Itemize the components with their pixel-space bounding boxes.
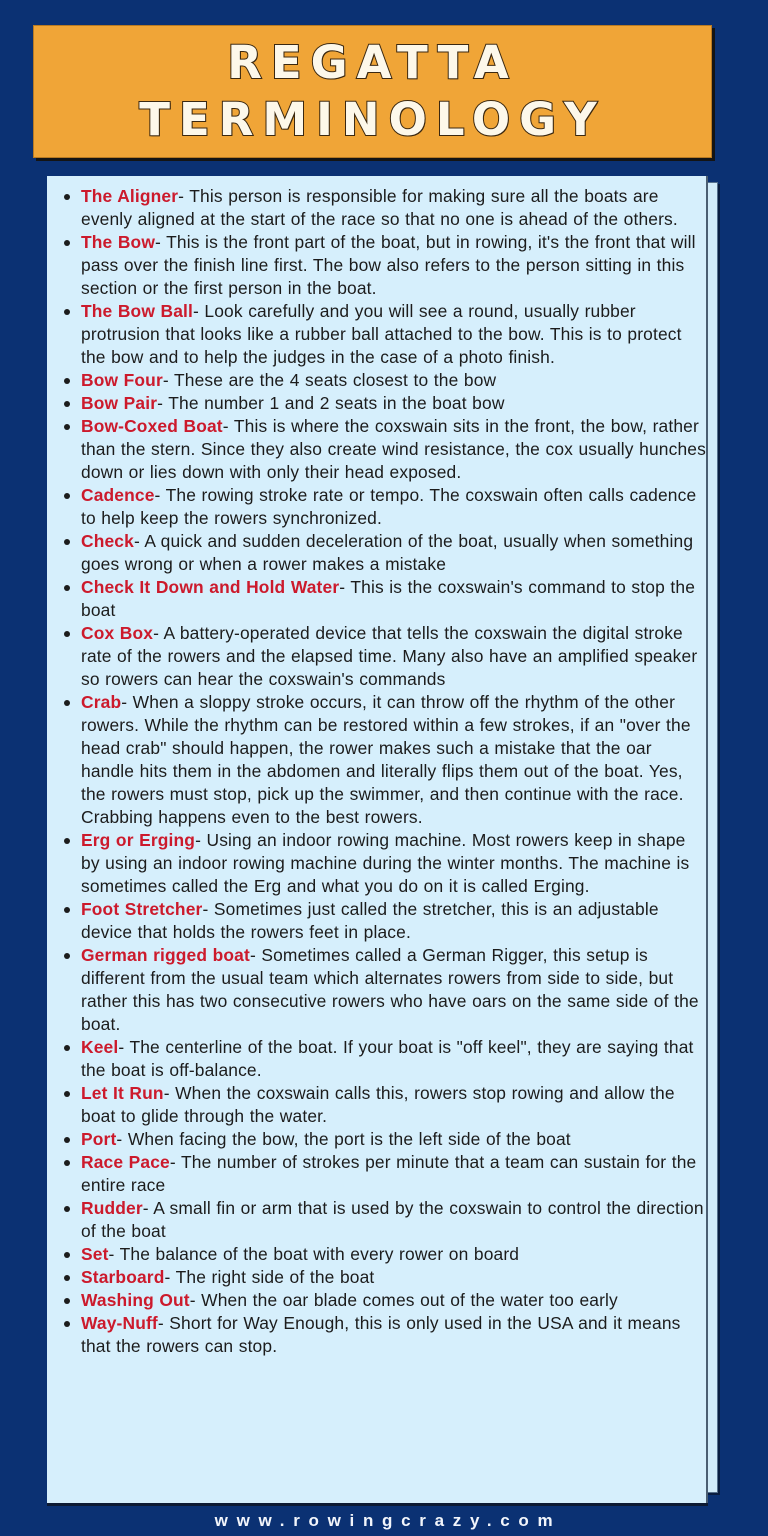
term-name: Set (81, 1244, 109, 1264)
bullet-icon (64, 585, 70, 591)
term-definition: - The balance of the boat with every rower on board (108, 1244, 520, 1264)
term-item-way-nuff (81, 1312, 707, 1358)
bullet-icon (64, 1252, 70, 1258)
title-banner (33, 25, 712, 158)
term-definition: - Short for Way Enough, this is only used in the USA and it means that the rowers can stop. (81, 1313, 681, 1356)
term-definition: - This is the coxswain's command to stop the boat (81, 577, 696, 620)
bullet-icon (64, 1298, 70, 1304)
term-definition: - Look carefully and you will see a round, usually rubber protrusion that looks like a rubber ball attached to the bow. This is to protect the bow and to help the judges in the case of a photo finish. (81, 301, 682, 367)
term-definition: - This person is responsible for making sure all the boats are evenly aligned at the start of the race so that no one is ahead of the others. (81, 186, 678, 229)
term-item-crab (81, 691, 707, 829)
term-name: Washing Out (81, 1290, 190, 1310)
term-name: Bow Pair (81, 393, 158, 413)
term-item-the-aligner (81, 185, 707, 231)
term-item-the-bow-ball (81, 300, 707, 369)
term-definition: - A battery-operated device that tells the coxswain the digital stroke rate of the rowers and the elapsed time. Many also have an amplified speaker so rowers can hear the coxswain's commands (81, 623, 698, 689)
term-item-the-bow (81, 231, 707, 300)
term-name: Cadence (81, 485, 155, 505)
bullet-icon (64, 1137, 70, 1143)
term-name: The Bow Ball (81, 301, 193, 321)
term-name: Rudder (81, 1198, 143, 1218)
term-name: Race Pace (81, 1152, 170, 1172)
term-definition: - Sometimes just called the stretcher, this is an adjustable device that holds the rowers feet in place. (81, 899, 659, 942)
term-item-starboard (81, 1266, 707, 1289)
term-name: Check (81, 531, 134, 551)
term-item-foot-stretcher (81, 898, 707, 944)
bullet-icon (64, 700, 70, 706)
term-item-washing-out (81, 1289, 707, 1312)
term-definition: - When facing the bow, the port is the left side of the boat (116, 1129, 571, 1149)
page-title-line-1: REGATTA (227, 36, 518, 89)
term-definition: - The centerline of the boat. If your boat is "off keel", they are saying that the boat is off-balance. (81, 1037, 694, 1080)
term-name: Foot Stretcher (81, 899, 203, 919)
term-item-race-pace (81, 1151, 707, 1197)
term-item-cox-box (81, 622, 707, 691)
term-item-let-it-run (81, 1082, 707, 1128)
page-title-line-2: TERMINOLOGY (139, 93, 606, 146)
term-name: Crab (81, 692, 122, 712)
term-item-check-it-down (81, 576, 707, 622)
term-name: Bow Four (81, 370, 163, 390)
term-name: German rigged boat (81, 945, 250, 965)
bullet-icon (64, 907, 70, 913)
term-item-set (81, 1243, 707, 1266)
term-name: The Bow (81, 232, 156, 252)
bullet-icon (64, 953, 70, 959)
terms-panel (47, 176, 708, 1503)
term-item-german-rigged-boat (81, 944, 707, 1036)
bullet-icon (64, 424, 70, 430)
bullet-icon (64, 1045, 70, 1051)
bullet-icon (64, 240, 70, 246)
term-definition: - Sometimes called a German Rigger, this setup is different from the usual team which alternates rowers from side to side, but rather this has two consecutive rowers who have oars on the same side of the boat. (81, 945, 699, 1034)
term-name: Erg or Erging (81, 830, 196, 850)
bullet-icon (64, 493, 70, 499)
term-item-bow-pair (81, 392, 707, 415)
term-definition: - The number 1 and 2 seats in the boat bow (157, 393, 505, 413)
term-definition: - This is the front part of the boat, but in rowing, it's the front that will pass over the finish line first. The bow also refers to the person sitting in this section or the first person in the boat. (81, 232, 696, 298)
bullet-icon (64, 631, 70, 637)
term-name: Bow-Coxed Boat (81, 416, 223, 436)
term-definition: - The right side of the boat (164, 1267, 375, 1287)
term-item-bow-four (81, 369, 707, 392)
term-name: Starboard (81, 1267, 165, 1287)
bullet-icon (64, 1091, 70, 1097)
term-name: The Aligner (81, 186, 179, 206)
term-name: Cox Box (81, 623, 154, 643)
term-definition: - When the coxswain calls this, rowers stop rowing and allow the boat to glide through the water. (81, 1083, 675, 1126)
term-item-erg (81, 829, 707, 898)
bullet-icon (64, 1321, 70, 1327)
term-item-cadence (81, 484, 707, 530)
term-definition: - A quick and sudden deceleration of the boat, usually when something goes wrong or when a rower makes a mistake (81, 531, 694, 574)
term-definition: - These are the 4 seats closest to the bow (162, 370, 497, 390)
bullet-icon (64, 401, 70, 407)
term-name: Check It Down and Hold Water (81, 577, 340, 597)
term-item-check (81, 530, 707, 576)
term-definition: - The number of strokes per minute that a team can sustain for the entire race (81, 1152, 697, 1195)
term-definition: - Using an indoor rowing machine. Most rowers keep in shape by using an indoor rowing machine during the winter months. The machine is sometimes called the Erg and what you do on it is called Erging. (81, 830, 690, 896)
bullet-icon (64, 378, 70, 384)
term-definition: - When the oar blade comes out of the water too early (189, 1290, 618, 1310)
term-definition: - This is where the coxswain sits in the front, the bow, rather than the stern. Since they also create wind resistance, the cox usually hunches down or lies down with only their head exposed. (81, 416, 706, 482)
term-item-port (81, 1128, 707, 1151)
terms-list (81, 185, 707, 1358)
term-definition: - When a sloppy stroke occurs, it can throw off the rhythm of the other rowers. While the rhythm can be restored within a few strokes, if an "over the head crab" should happen, the rower makes such a mistake that the oar handle hits them in the abdomen and literally flips them out of the boat. Yes, the rowers must stop, pick up the swimmer, and then continue with the race. Crabbing happens even to the best rowers. (81, 692, 691, 827)
term-definition: - A small fin or arm that is used by the coxswain to control the direction of the boat (81, 1198, 704, 1241)
term-item-bow-coxed-boat (81, 415, 707, 484)
term-name: Keel (81, 1037, 119, 1057)
bullet-icon (64, 838, 70, 844)
website-footer: www.rowingcrazy.com (214, 1511, 562, 1530)
bullet-icon (64, 1160, 70, 1166)
bullet-icon (64, 1275, 70, 1281)
term-name: Let It Run (81, 1083, 164, 1103)
term-item-rudder (81, 1197, 707, 1243)
bullet-icon (64, 194, 70, 200)
term-definition: - The rowing stroke rate or tempo. The coxswain often calls cadence to help keep the rowers synchronized. (81, 485, 697, 528)
term-name: Way-Nuff (81, 1313, 158, 1333)
term-item-keel (81, 1036, 707, 1082)
bullet-icon (64, 309, 70, 315)
bullet-icon (64, 539, 70, 545)
term-name: Port (81, 1129, 117, 1149)
bullet-icon (64, 1206, 70, 1212)
